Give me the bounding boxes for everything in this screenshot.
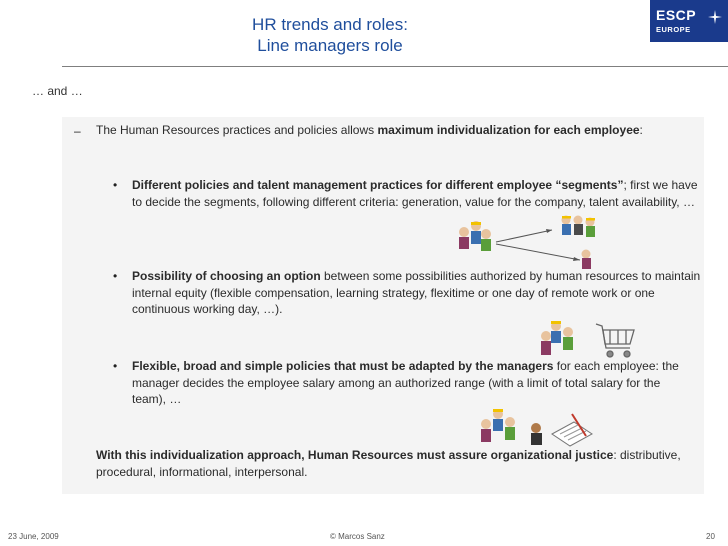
- manager-icon: [531, 423, 542, 445]
- dash-item-post: :: [639, 123, 643, 137]
- people-group-icon: [459, 221, 491, 251]
- logo-text-europe: EUROPE: [656, 25, 691, 34]
- person-icon: [582, 250, 592, 270]
- escp-europe-logo: [650, 0, 728, 42]
- bullet-marker: •: [113, 359, 118, 373]
- bullet-2-bold: Possibility of choosing an option: [132, 269, 321, 283]
- segmentation-clipart: [452, 212, 632, 272]
- logo-text-escp: ESCP: [656, 7, 697, 23]
- header-divider: [62, 66, 728, 67]
- people-group-icon: [562, 216, 596, 238]
- conclusion-rest: : distributive, procedural, informational, interpersonal.: [96, 448, 681, 479]
- bullet-3-bold: Flexible, broad and simple policies that must be adapted by the managers: [132, 359, 554, 373]
- bullet-3-rest: for each employee: the manager decides the employee salary among an authorized range (with a limit of total salary for the team), …: [132, 359, 679, 406]
- bullet-2-rest: between some possibilities authorized by human resources to maintain internal equity (flexible compensation, learning strategy, flexitime or one day of remote work or one continuous working day, …).: [132, 269, 701, 316]
- people-group-icon: [481, 409, 515, 442]
- title-line-2: Line managers role: [257, 36, 403, 55]
- footer-date: 23 June, 2009: [8, 532, 59, 541]
- bullet-1-bold: Different policies and talent management practices for different employee “segments”: [132, 178, 624, 192]
- options-clipart: [534, 318, 644, 366]
- slide-title: [180, 14, 480, 56]
- dash-item-bold: maximum individualization for each employee: [377, 123, 640, 137]
- page-number: 20: [706, 532, 715, 541]
- bullet-1-rest: ; first we have to decide the segments, following different criteria: generation, value for the company, talent availability, …: [132, 178, 698, 209]
- bullet-marker: •: [113, 269, 118, 283]
- conclusion-text: [96, 447, 696, 480]
- policies-clipart: [474, 404, 604, 450]
- dash-item-text: [96, 122, 686, 139]
- shopping-cart-icon: [596, 324, 634, 357]
- bullet-item-1: [132, 177, 700, 210]
- intro-text: … and …: [32, 84, 83, 98]
- people-group-icon: [541, 321, 573, 355]
- star-icon: [708, 10, 722, 24]
- title-line-1: HR trends and roles:: [252, 15, 408, 34]
- dash-marker: –: [74, 124, 81, 138]
- dash-item-pre: The Human Resources practices and policies allows: [96, 123, 378, 137]
- checklist-icon: [552, 414, 592, 446]
- bullet-item-2: [132, 268, 702, 318]
- bullet-marker: •: [113, 178, 118, 192]
- conclusion-bold: With this individualization approach, Human Resources must assure organizational justice: [96, 448, 614, 462]
- footer-author: © Marcos Sanz: [330, 532, 385, 541]
